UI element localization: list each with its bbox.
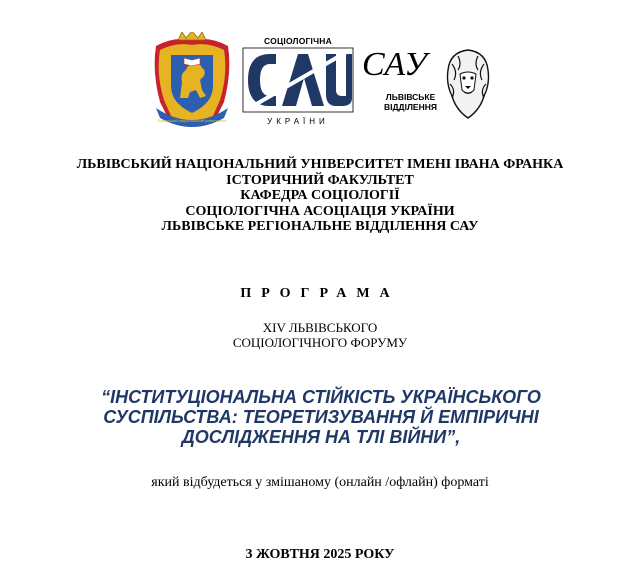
sau-regional-subtitle (384, 92, 437, 112)
sau-logo-emblem (240, 36, 356, 126)
institution-department: КАФЕДРА СОЦІОЛОГІЇ (240, 188, 400, 203)
program-heading: ПРОГРАМА (240, 286, 400, 301)
institution-university: ЛЬВІВСЬКИЙ НАЦІОНАЛЬНИЙ УНІВЕРСИТЕТ ІМЕНІ ІВАНА ФРАНКА (76, 157, 564, 172)
crest-crown (178, 32, 206, 40)
sau-regional-line-2: ВІДДІЛЕННЯ (384, 102, 437, 112)
university-crest-logo (150, 32, 234, 128)
lion-head-icon (444, 44, 492, 124)
forum-title (46, 387, 596, 447)
institution-association: СОЦІОЛОГІЧНА АСОЦІАЦІЯ УКРАЇНИ (185, 203, 455, 219)
sau-logo-bottom-text: УКРАЇНИ (267, 117, 329, 126)
sau-logo-top-text: СОЦІОЛОГІЧНА (264, 36, 332, 46)
forum-subtitle (0, 320, 640, 350)
logos-header (0, 28, 640, 128)
forum-line-1: XIV ЛЬВІВСЬКОГО (262, 320, 378, 335)
institution-faculty: ІСТОРИЧНИЙ ФАКУЛЬТЕТ (226, 172, 414, 188)
forum-line-2: СОЦІОЛОГІЧНОГО ФОРУМУ (232, 335, 408, 350)
institution-regional-branch: ЛЬВІВСЬКЕ РЕГІОНАЛЬНЕ ВІДДІЛЕННЯ САУ (161, 219, 479, 234)
sau-regional-line-1: ЛЬВІВСЬКЕ (385, 92, 436, 102)
event-date: 3 ЖОВТНЯ 2025 РОКУ (245, 547, 395, 562)
format-line: який відбудеться у змішаному (онлайн /офлайн) форматі (151, 475, 489, 490)
crest-ribbon-text: Львівський національний університет (157, 118, 227, 123)
sau-regional-mark: САУ (362, 46, 428, 83)
institutions-block (0, 157, 640, 235)
sau-logo (240, 36, 356, 126)
forum-title-line-1: “ІНСТИТУЦІОНАЛЬНА СТІЙКІСТЬ УКРАЇНСЬКОГО (101, 387, 541, 407)
forum-title-line-2: СУСПІЛЬСТВА: ТЕОРЕТИЗУВАННЯ Й ЕМПІРИЧНІ (103, 407, 539, 427)
forum-title-line-3: ДОСЛІДЖЕННЯ НА ТЛІ ВІЙНИ”, (181, 427, 461, 447)
sau-regional-logo (362, 44, 492, 128)
